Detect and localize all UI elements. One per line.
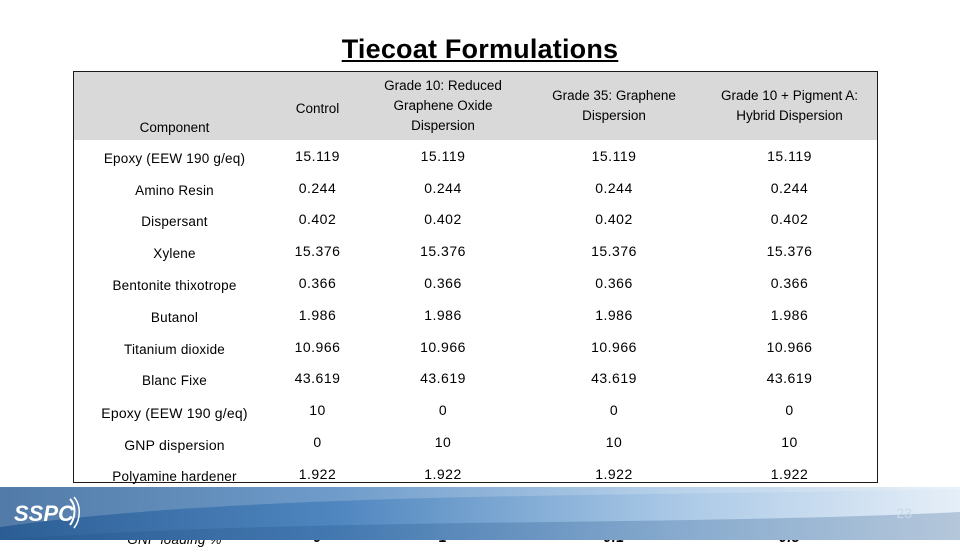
cell-value: 15.376 — [294, 243, 341, 260]
cell-value: 0.244 — [424, 179, 462, 196]
cell-value: 15.376 — [591, 243, 637, 260]
page-number: 23 — [896, 505, 912, 521]
row-label: Polyamine hardener — [112, 468, 237, 484]
table-row — [74, 458, 877, 490]
formulations-table — [73, 71, 878, 483]
footer-band — [0, 487, 960, 540]
header-grade-10-pigment: Grade 10 + Pigment A: Hybrid Dispersion — [702, 72, 877, 140]
row-label: Blanc Fixe — [141, 373, 208, 389]
cell-value: 10.966 — [420, 338, 466, 355]
cell-value: 15.376 — [420, 243, 466, 260]
row-label: Titanium dioxide — [124, 341, 225, 357]
cell-value: 0.366 — [770, 275, 809, 292]
cell-value: 10 — [434, 434, 452, 451]
cell-value: 0 — [313, 434, 322, 451]
cell-value: 43.619 — [766, 370, 813, 387]
table-row — [74, 299, 877, 331]
cell-value: 1.986 — [298, 306, 337, 323]
row-label: Xylene — [153, 246, 196, 262]
table-header-row — [74, 72, 877, 140]
cell-value: 0.366 — [595, 275, 633, 292]
cell-value: 1.986 — [595, 306, 633, 323]
logo-mark-text: SSPC — [14, 501, 74, 526]
cell-value: 43.619 — [294, 370, 341, 387]
cell-value: 10 — [309, 402, 326, 419]
header-control: Control — [275, 72, 360, 140]
table-row — [74, 204, 877, 236]
cell-value: 0 — [438, 402, 448, 419]
table-row — [74, 140, 877, 172]
slide-title: Tiecoat Formulations — [341, 34, 619, 64]
table-row — [74, 172, 877, 204]
table-row — [74, 394, 877, 426]
cell-value: 0.244 — [770, 179, 809, 196]
cell-value: 0.402 — [298, 211, 337, 228]
cell-value: 10 — [781, 434, 798, 451]
cell-value: 0 — [785, 402, 794, 419]
cell-value: 15.376 — [766, 243, 813, 260]
cell-value: 15.119 — [295, 147, 340, 164]
row-label: Bentonite thixotrope — [112, 278, 237, 294]
cell-value: 15.119 — [767, 147, 812, 164]
cell-value: 0.402 — [424, 211, 462, 228]
header-grade-10: Grade 10: Reduced Graphene Oxide Dispersion — [360, 72, 526, 140]
cell-value: 10 — [605, 434, 623, 451]
footer-swoosh — [0, 487, 960, 540]
table-row — [74, 267, 877, 299]
cell-value: 10.966 — [294, 338, 341, 355]
sspc-logo — [14, 495, 86, 533]
cell-value: 0.366 — [424, 275, 462, 292]
cell-value: 43.619 — [420, 370, 466, 387]
cell-value: 43.619 — [591, 370, 637, 387]
cell-value: 1.922 — [770, 465, 809, 482]
row-label: Amino Resin — [135, 182, 214, 198]
row-label: GNP dispersion — [124, 436, 225, 453]
row-label: Butanol — [150, 309, 199, 325]
row-label: Dispersant — [141, 214, 208, 230]
table-row — [74, 426, 877, 458]
cell-value: 0 — [609, 402, 619, 419]
header-grade-35: Grade 35: Graphene Dispersion — [526, 72, 702, 140]
cell-value: 15.119 — [420, 147, 466, 164]
cell-value: 0.366 — [298, 275, 337, 292]
cell-value: 10.966 — [766, 338, 813, 355]
header-component: Component — [74, 72, 275, 140]
cell-value: 15.119 — [591, 147, 637, 164]
table-row — [74, 235, 877, 267]
cell-value: 1.922 — [424, 465, 462, 482]
cell-value: 0.402 — [770, 211, 809, 228]
cell-value: 1.922 — [595, 465, 633, 482]
cell-value: 0.402 — [595, 211, 633, 228]
row-label: Epoxy (EEW 190 g/eq) — [101, 404, 248, 421]
cell-value: 0.244 — [595, 179, 633, 196]
cell-value: 1.986 — [770, 306, 809, 323]
cell-value: 10.966 — [591, 338, 637, 355]
cell-value: 0.244 — [298, 179, 337, 196]
row-label: Epoxy (EEW 190 g/eq) — [103, 150, 246, 166]
cell-value: 1.986 — [424, 306, 462, 323]
table-row — [74, 363, 877, 395]
cell-value: 1.922 — [298, 465, 337, 482]
table-row — [74, 331, 877, 363]
